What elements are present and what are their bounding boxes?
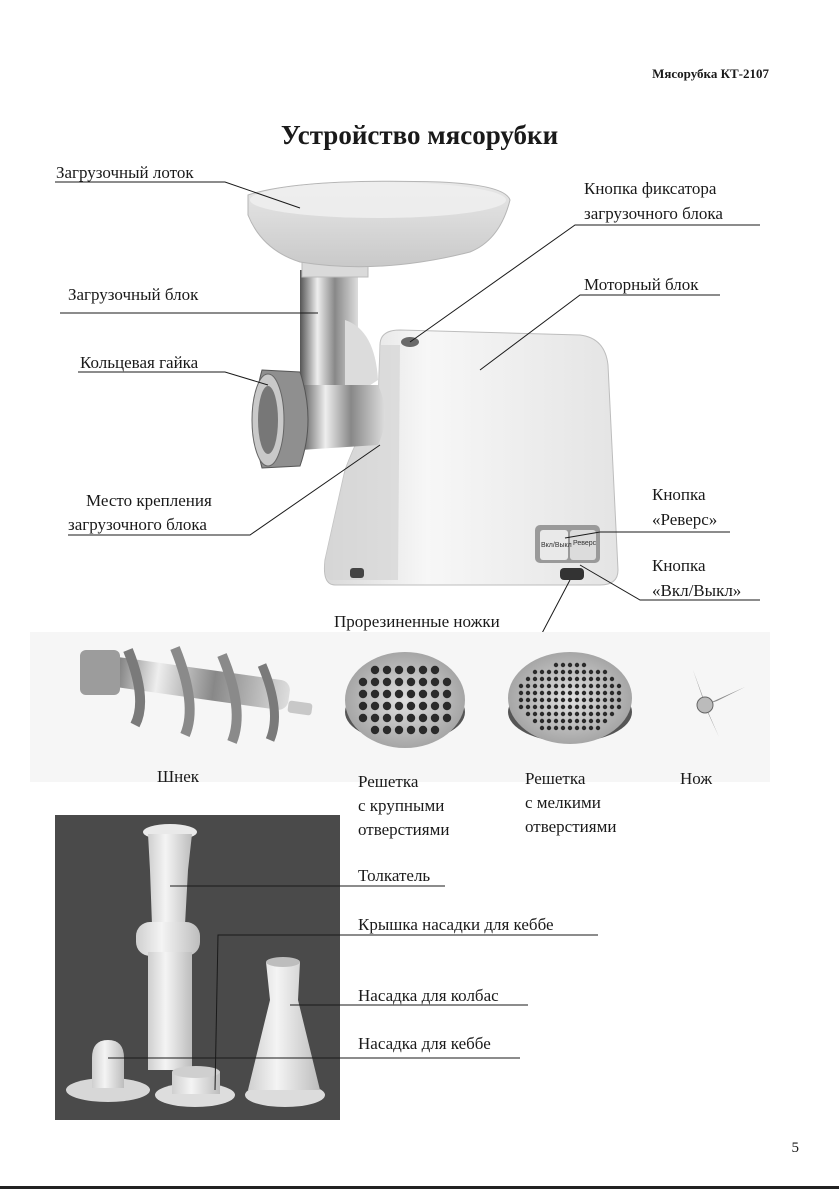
label-pusher: Толкатель	[358, 866, 431, 885]
grid-hole	[533, 670, 537, 674]
grid-hole	[610, 712, 614, 716]
grid-hole	[383, 726, 391, 734]
grid-hole	[554, 726, 558, 730]
grid-hole	[540, 677, 544, 681]
label-coarse-grid-1: Решетка	[358, 772, 419, 791]
power-button: Вкл/Выкл	[541, 542, 572, 549]
label-mount-2: загрузочного блока	[68, 515, 207, 534]
page-number: 5	[791, 1140, 799, 1156]
grid-hole	[561, 691, 565, 695]
grid-hole	[582, 726, 586, 730]
grid-hole	[561, 705, 565, 709]
grid-hole	[371, 690, 379, 698]
grid-hole	[568, 670, 572, 674]
grid-hole	[519, 698, 523, 702]
grid-hole	[582, 663, 586, 667]
label-fine-grid-3: отверстиями	[525, 817, 617, 836]
grid-hole	[596, 705, 600, 709]
label-lock-button-1: Кнопка фиксатора	[584, 179, 717, 198]
grid-hole	[540, 726, 544, 730]
grid-hole	[526, 698, 530, 702]
grid-hole	[582, 677, 586, 681]
label-loading-tray: Загрузочный лоток	[56, 163, 194, 182]
label-power-2: «Вкл/Выкл»	[652, 581, 742, 600]
grid-hole	[575, 726, 579, 730]
grid-hole	[371, 678, 379, 686]
grid-hole	[547, 677, 551, 681]
grid-hole	[575, 677, 579, 681]
grid-hole	[575, 698, 579, 702]
grid-hole	[383, 666, 391, 674]
grid-hole	[526, 712, 530, 716]
label-sausage-nozzle: Насадка для колбас	[358, 986, 499, 1005]
grid-hole	[540, 705, 544, 709]
grid-hole	[554, 670, 558, 674]
grid-hole	[540, 719, 544, 723]
grid-hole	[554, 677, 558, 681]
grid-hole	[359, 690, 367, 698]
grid-hole	[582, 691, 586, 695]
grid-hole	[603, 691, 607, 695]
grid-hole	[561, 726, 565, 730]
grid-hole	[383, 690, 391, 698]
label-power-1: Кнопка	[652, 556, 706, 575]
grid-hole	[443, 702, 451, 710]
label-lock-button-2: загрузочного блока	[584, 204, 723, 223]
parts-row	[30, 632, 770, 782]
grid-hole	[540, 684, 544, 688]
grid-hole	[561, 719, 565, 723]
grid-hole	[547, 670, 551, 674]
grid-hole	[526, 705, 530, 709]
grid-hole	[554, 691, 558, 695]
grid-hole	[596, 684, 600, 688]
grid-hole	[407, 678, 415, 686]
grid-hole	[582, 712, 586, 716]
grid-hole	[554, 684, 558, 688]
grid-hole	[547, 705, 551, 709]
grid-hole	[596, 698, 600, 702]
grid-hole	[568, 705, 572, 709]
grid-hole	[575, 691, 579, 695]
grid-hole	[610, 705, 614, 709]
grid-hole	[575, 663, 579, 667]
grid-hole	[533, 705, 537, 709]
grid-hole	[589, 712, 593, 716]
grid-hole	[359, 714, 367, 722]
grid-hole	[395, 678, 403, 686]
fine-grid-shape	[508, 652, 632, 744]
grid-hole	[431, 714, 439, 722]
grid-hole	[540, 698, 544, 702]
grid-hole	[561, 698, 565, 702]
grid-hole	[371, 666, 379, 674]
grid-hole	[568, 691, 572, 695]
grid-hole	[547, 726, 551, 730]
grid-hole	[371, 714, 379, 722]
grid-hole	[547, 684, 551, 688]
grid-hole	[383, 678, 391, 686]
reverse-button: Реверс	[573, 540, 597, 547]
grid-hole	[603, 705, 607, 709]
grid-hole	[547, 698, 551, 702]
grid-hole	[431, 726, 439, 734]
grid-hole	[407, 702, 415, 710]
grid-hole	[568, 719, 572, 723]
grid-hole	[589, 726, 593, 730]
grid-hole	[603, 698, 607, 702]
grid-hole	[575, 684, 579, 688]
grid-hole	[596, 677, 600, 681]
label-fine-grid-1: Решетка	[525, 769, 586, 788]
grid-hole	[519, 691, 523, 695]
document-header: Мясорубка КТ-2107	[652, 66, 769, 81]
grid-hole	[554, 698, 558, 702]
grid-hole	[383, 702, 391, 710]
label-auger: Шнек	[157, 767, 200, 786]
grid-hole	[407, 714, 415, 722]
grid-hole	[603, 719, 607, 723]
grid-hole	[419, 678, 427, 686]
grid-hole	[443, 678, 451, 686]
page-title: Устройство мясорубки	[280, 120, 559, 150]
grid-hole	[371, 726, 379, 734]
label-ring-nut: Кольцевая гайка	[80, 353, 199, 372]
grid-hole	[596, 719, 600, 723]
grid-hole	[533, 684, 537, 688]
grid-hole	[547, 691, 551, 695]
grid-hole	[589, 670, 593, 674]
grid-hole	[395, 666, 403, 674]
grid-hole	[589, 684, 593, 688]
grid-hole	[526, 691, 530, 695]
grid-hole	[443, 714, 451, 722]
grid-hole	[617, 705, 621, 709]
grid-hole	[575, 719, 579, 723]
grid-hole	[419, 714, 427, 722]
grid-hole	[407, 726, 415, 734]
label-knife: Нож	[680, 769, 713, 788]
label-kebbe-nozzle: Насадка для кеббе	[358, 1034, 491, 1053]
grid-hole	[575, 670, 579, 674]
grid-hole	[533, 691, 537, 695]
grid-hole	[554, 663, 558, 667]
grid-hole	[533, 698, 537, 702]
label-rubber-feet: Прорезиненные ножки	[334, 612, 500, 631]
grid-hole	[596, 712, 600, 716]
grid-hole	[533, 712, 537, 716]
label-motor-block: Моторный блок	[584, 275, 699, 294]
label-mount-1: Место крепления	[86, 491, 212, 510]
grid-hole	[617, 698, 621, 702]
grid-hole	[395, 690, 403, 698]
grid-hole	[568, 663, 572, 667]
grid-hole	[582, 698, 586, 702]
grid-hole	[610, 677, 614, 681]
grid-hole	[589, 698, 593, 702]
grid-hole	[561, 677, 565, 681]
grid-hole	[533, 719, 537, 723]
meat-grinder-illustration	[248, 181, 618, 585]
grid-hole	[589, 719, 593, 723]
grid-hole	[617, 684, 621, 688]
label-fine-grid-2: с мелкими	[525, 793, 601, 812]
grid-hole	[603, 684, 607, 688]
grid-hole	[554, 712, 558, 716]
grid-hole	[582, 670, 586, 674]
grid-hole	[419, 726, 427, 734]
grid-hole	[568, 677, 572, 681]
grid-hole	[547, 719, 551, 723]
label-loading-block: Загрузочный блок	[68, 285, 199, 304]
grid-hole	[561, 670, 565, 674]
grid-hole	[582, 705, 586, 709]
grid-hole	[443, 690, 451, 698]
grid-hole	[383, 714, 391, 722]
grid-hole	[589, 677, 593, 681]
grid-hole	[603, 712, 607, 716]
grid-hole	[554, 705, 558, 709]
grid-hole	[540, 670, 544, 674]
grid-hole	[617, 691, 621, 695]
grid-hole	[610, 698, 614, 702]
grid-hole	[582, 719, 586, 723]
grid-hole	[561, 712, 565, 716]
grid-hole	[395, 702, 403, 710]
label-coarse-grid-2: с крупными	[358, 796, 445, 815]
coarse-grid-shape	[345, 652, 465, 748]
grid-hole	[589, 705, 593, 709]
grid-hole	[603, 670, 607, 674]
grid-hole	[519, 705, 523, 709]
grid-hole	[431, 666, 439, 674]
grid-hole	[431, 678, 439, 686]
grid-hole	[582, 684, 586, 688]
accessories-panel	[55, 815, 340, 1120]
grid-hole	[596, 691, 600, 695]
grid-hole	[554, 719, 558, 723]
grid-hole	[540, 691, 544, 695]
grid-hole	[547, 712, 551, 716]
grid-hole	[431, 702, 439, 710]
grid-hole	[519, 684, 523, 688]
grid-hole	[419, 702, 427, 710]
grid-hole	[568, 712, 572, 716]
grid-hole	[568, 684, 572, 688]
grid-hole	[526, 684, 530, 688]
grid-hole	[596, 670, 600, 674]
grid-hole	[359, 702, 367, 710]
grid-hole	[419, 666, 427, 674]
grid-hole	[568, 726, 572, 730]
grid-hole	[359, 678, 367, 686]
grid-hole	[371, 702, 379, 710]
grid-hole	[610, 684, 614, 688]
grid-hole	[603, 677, 607, 681]
grid-hole	[540, 712, 544, 716]
label-reverse-2: «Реверс»	[652, 510, 718, 529]
label-reverse-1: Кнопка	[652, 485, 706, 504]
grid-hole	[610, 691, 614, 695]
grid-hole	[419, 690, 427, 698]
grid-hole	[407, 690, 415, 698]
grid-hole	[575, 712, 579, 716]
grid-hole	[533, 677, 537, 681]
grid-hole	[407, 666, 415, 674]
grid-hole	[596, 726, 600, 730]
label-coarse-grid-3: отверстиями	[358, 820, 450, 839]
grid-hole	[395, 726, 403, 734]
label-kebbe-cap: Крышка насадки для кеббе	[358, 915, 554, 934]
grid-hole	[561, 663, 565, 667]
rubber-foot-shape	[560, 568, 584, 580]
grid-hole	[561, 684, 565, 688]
grid-hole	[575, 705, 579, 709]
grid-hole	[395, 714, 403, 722]
grid-hole	[568, 698, 572, 702]
grid-hole	[589, 691, 593, 695]
grid-hole	[431, 690, 439, 698]
grid-hole	[526, 677, 530, 681]
